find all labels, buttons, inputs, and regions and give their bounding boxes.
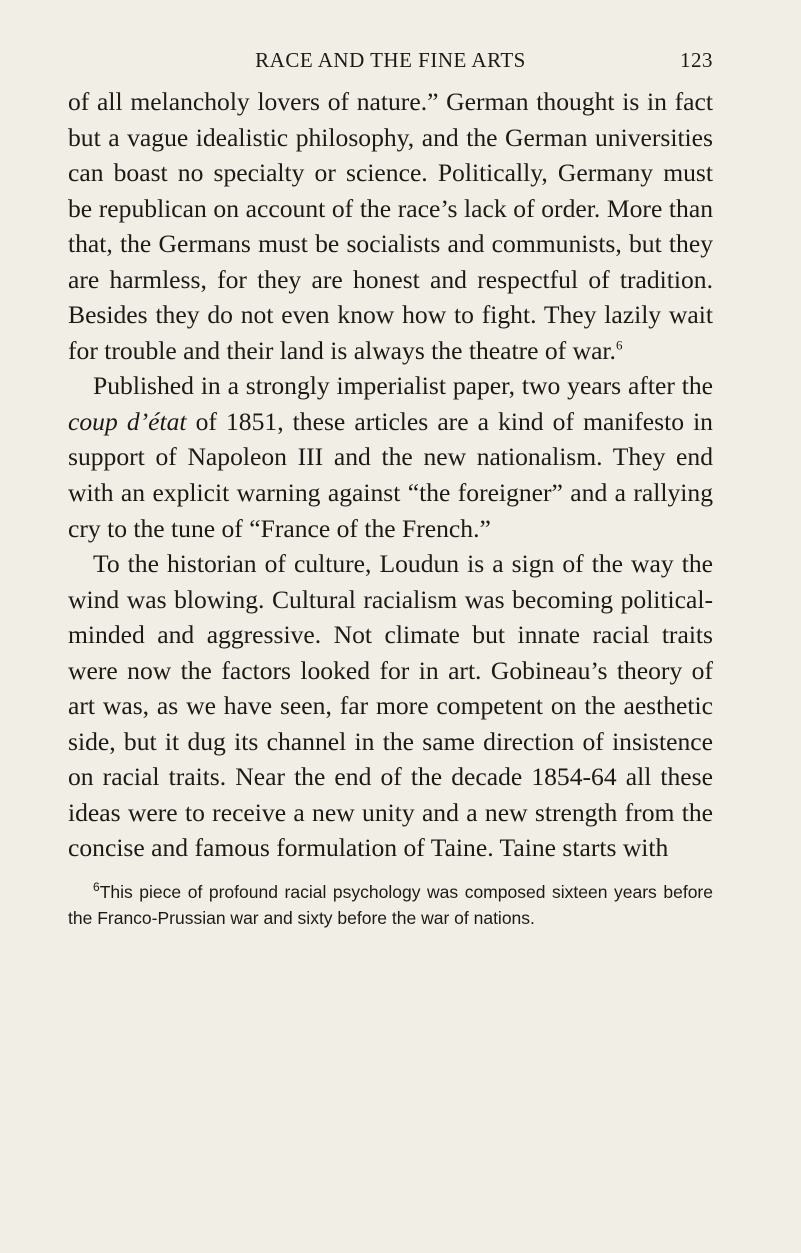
paragraph-1 [68,84,713,368]
footnote-reference: 6 [615,337,623,353]
paragraph-1-text: of all melancholy lovers of nature.” German thought is in fact but a vague idealistic philosophy, and the German universities can boast no specialty or science. Politically, Germany must be republican on account of the race’s lack of order. More than that, the Germans must be socialists and communists, but they are harmless, for they are honest and respectful of tradition. Besides they do not even know how to fight. They lazily wait for trouble and their land is always the theatre of war. [68,87,713,365]
page-number: 123 [680,48,713,72]
footnote-text: This piece of profound racial psychology was composed sixteen years before the Franco-Prussian war and sixty before the war of nations. [68,882,713,928]
paragraph-3-text: To the historian of culture, Loudun is a sign of the way the wind was blowing. Cultural racialism was becoming political-minded and aggressive. Not climate but innate racial traits were now the factors looked for in art. Gobineau’s theory of art was, as we have seen, far more competent on the aesthetic side, but it dug its channel in the same direction of insistence on racial traits. Near the end of the decade 1854-64 all these ideas were to receive a new unity and a new strength from the concise and famous formulation of Taine. Taine starts with [68,549,713,863]
book-page [68,48,713,931]
body-text [68,84,713,866]
paragraph-2-text-after: of 1851, these articles are a kind of manifesto in support of Napoleon III and the new nationalism. They end with an explicit warning against “the foreigner” and a rallying cry to the tune of “France of the French.” [68,406,713,543]
page-header [68,48,713,84]
running-title: RACE AND THE FINE ARTS [255,48,526,72]
footnote-marker: 6 [93,880,100,895]
footnote [68,880,713,931]
paragraph-2 [68,368,713,546]
paragraph-2-text-before: Published in a strongly imperialist paper, two years after the [93,371,713,401]
paragraph-2-italic-phrase: coup d’état [68,406,187,436]
paragraph-3 [68,546,713,866]
